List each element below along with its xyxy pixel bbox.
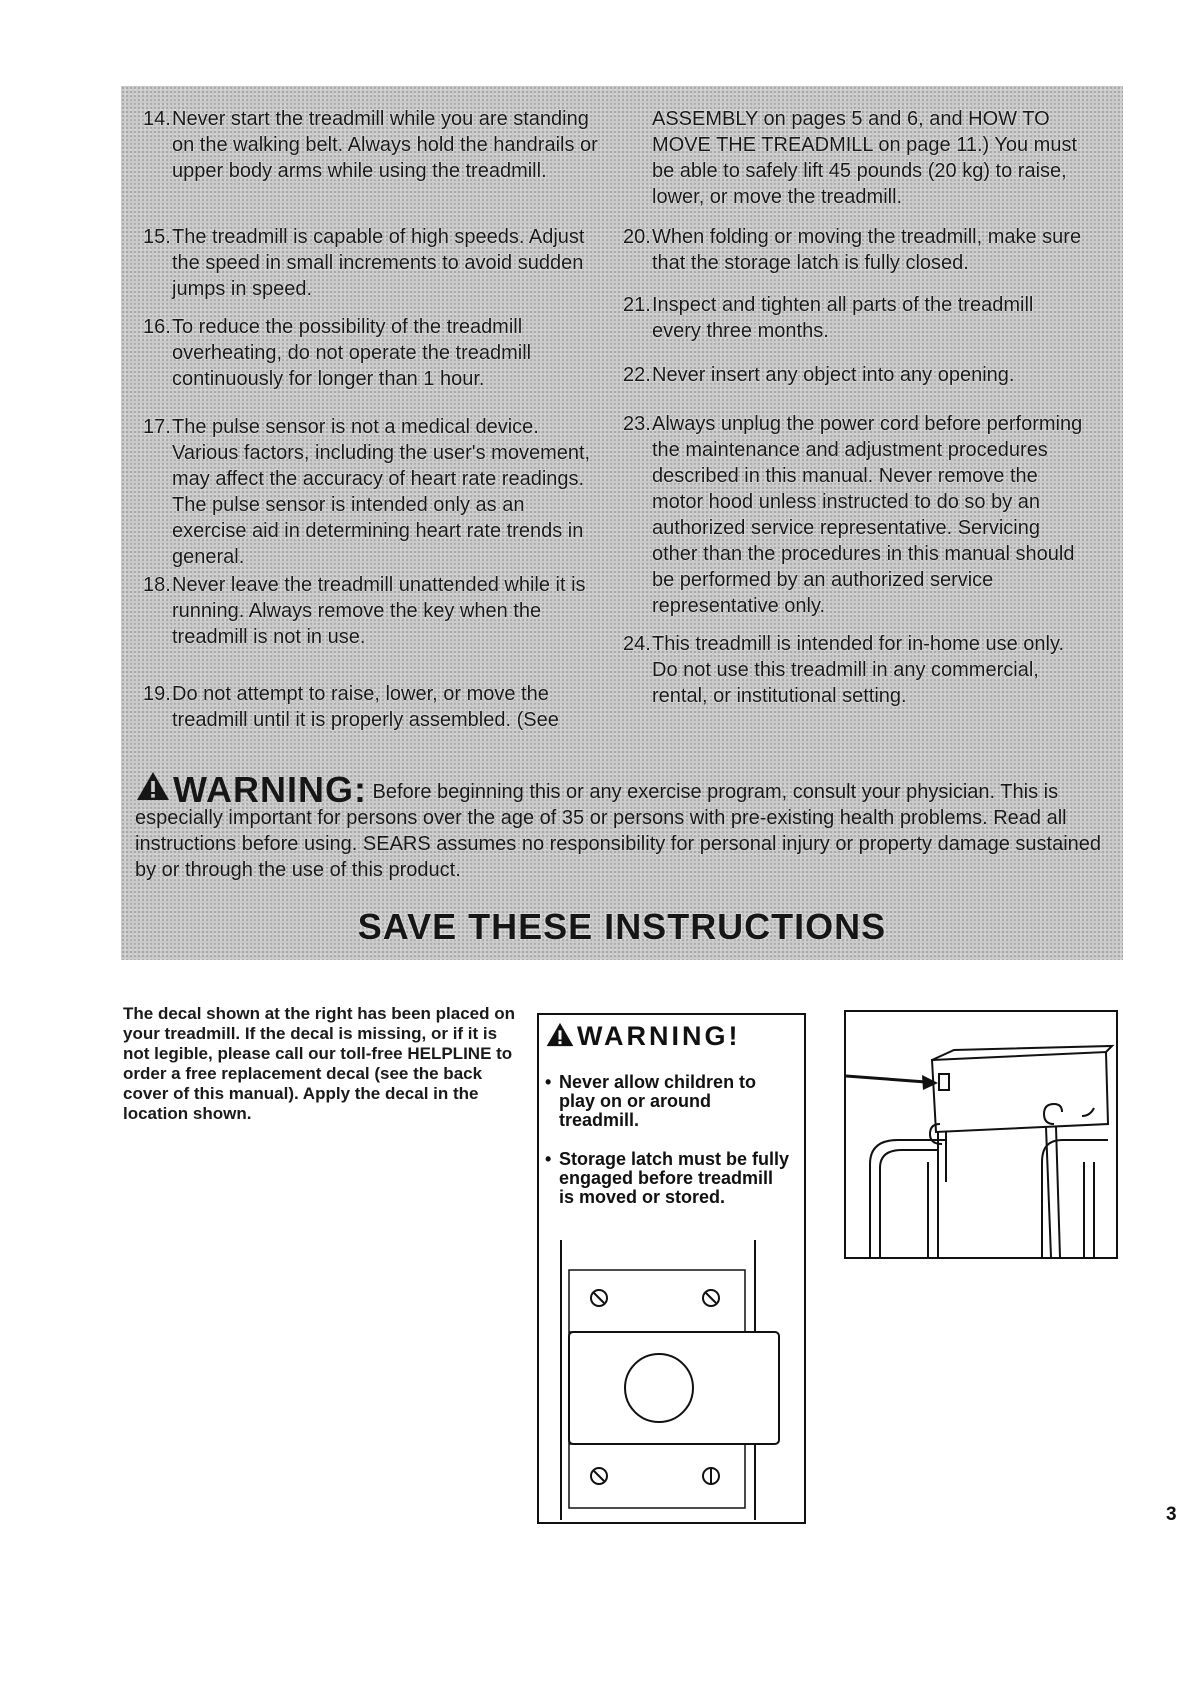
item-text: Never leave the treadmill unattended while it is running. Always remove the key when the treadmill is not in use. — [172, 574, 586, 648]
item-number: 18. — [143, 574, 171, 596]
item-text: The treadmill is capable of high speeds. Adjust the speed in small increments to avoid sudden jumps in speed. — [172, 226, 585, 300]
bullet-dot: • — [545, 1149, 552, 1169]
item-text: The pulse sensor is not a medical device. Various factors, including the user's movement, may affect the accuracy of heart rate readings. The pulse sensor is intended only as an exercise aid in determining heart rate trends in general. — [172, 416, 591, 568]
item-text: ASSEMBLY on pages 5 and 6, and HOW TO MOVE THE TREADMILL on page 11.) You must be able to safely lift 45 pounds (20 kg) to raise, lower, or move the treadmill. — [652, 108, 1078, 208]
item-text: Inspect and tighten all parts of the treadmill every three months. — [652, 294, 1034, 342]
item-text: This treadmill is intended for in-home use only. Do not use this treadmill in any commercial, rental, or institutional setting. — [652, 633, 1065, 707]
decal-note-paragraph: The decal shown at the right has been placed on your treadmill. If the decal is missing, or if it is not legible, please call our toll-free HELPLINE to order a free replacement decal (see the back cover of this manual). Apply the decal in the location shown. — [123, 1004, 516, 1123]
page-number: 3 — [1166, 1504, 1177, 1525]
safety-item-16 — [143, 314, 603, 392]
item-number: 20. — [623, 226, 651, 248]
decal-bullet-text: Storage latch must be fully engaged before treadmill is moved or stored. — [559, 1149, 790, 1207]
item-text: Never start the treadmill while you are standing on the walking belt. Always hold the handrails or upper body arms while using the treadmill. — [172, 108, 598, 182]
item-number: 15. — [143, 226, 171, 248]
warning-paragraph — [135, 770, 1110, 883]
safety-item-17 — [143, 414, 603, 570]
decal-heading — [545, 1021, 740, 1052]
safety-item-23 — [623, 411, 1083, 619]
safety-item-18 — [143, 572, 603, 650]
item-text: To reduce the possibility of the treadmill overheating, do not operate the treadmill continuously for longer than 1 hour. — [172, 316, 532, 390]
decal-heading-text: WARNING! — [577, 1021, 741, 1051]
bullet-dot: • — [545, 1072, 552, 1092]
safety-item-19-continued — [623, 106, 1083, 210]
warning-lead: WARNING: — [173, 769, 367, 810]
item-number: 23. — [623, 413, 651, 435]
safety-instructions-panel — [121, 86, 1123, 960]
safety-item-21 — [623, 292, 1083, 344]
warning-triangle-icon — [545, 1021, 575, 1048]
storage-latch-diagram — [539, 1240, 804, 1520]
decal-location-figure — [844, 1010, 1118, 1259]
item-text: Always unplug the power cord before performing the maintenance and adjustment procedures described in this manual. Never remove the motor hood unless instructed to do so by an authorized service representative. Servicing other than the procedures in this manual should be performed by an authorized service representative only. — [652, 413, 1083, 617]
item-number: 14. — [143, 108, 171, 130]
item-number: 22. — [623, 364, 651, 386]
item-number: 19. — [143, 683, 171, 705]
decal-bullet-text: Never allow children to play on or around treadmill. — [559, 1072, 757, 1130]
item-text: Do not attempt to raise, lower, or move the treadmill until it is properly assembled. (See — [172, 683, 559, 731]
item-number: 16. — [143, 316, 171, 338]
decal-bullet-children — [545, 1072, 791, 1130]
safety-item-24 — [623, 631, 1083, 709]
item-number: 21. — [623, 294, 651, 316]
item-number: 24. — [623, 633, 651, 655]
safety-item-19 — [143, 681, 603, 733]
warning-text: Before beginning this or any exercise program, consult your physician. This is especially important for persons over the age of 35 or persons with pre-existing health problems. Read all instructions before using. SEARS assumes no responsibility for personal injury or property damage sustained by or through the use of this product. — [135, 781, 1102, 881]
decal-bullet-storage-latch — [545, 1149, 791, 1207]
item-text: Never insert any object into any opening. — [652, 364, 1015, 386]
save-instructions-title: SAVE THESE INSTRUCTIONS — [357, 906, 887, 947]
warning-decal — [537, 1013, 806, 1524]
safety-item-14 — [143, 106, 603, 184]
warning-triangle-icon — [135, 770, 171, 802]
safety-item-22 — [623, 362, 1083, 388]
treadmill-illustration — [846, 1012, 1116, 1257]
item-number: 17. — [143, 416, 171, 438]
safety-item-15 — [143, 224, 603, 302]
item-text: When folding or moving the treadmill, make sure that the storage latch is fully closed. — [652, 226, 1082, 274]
safety-item-20 — [623, 224, 1083, 276]
